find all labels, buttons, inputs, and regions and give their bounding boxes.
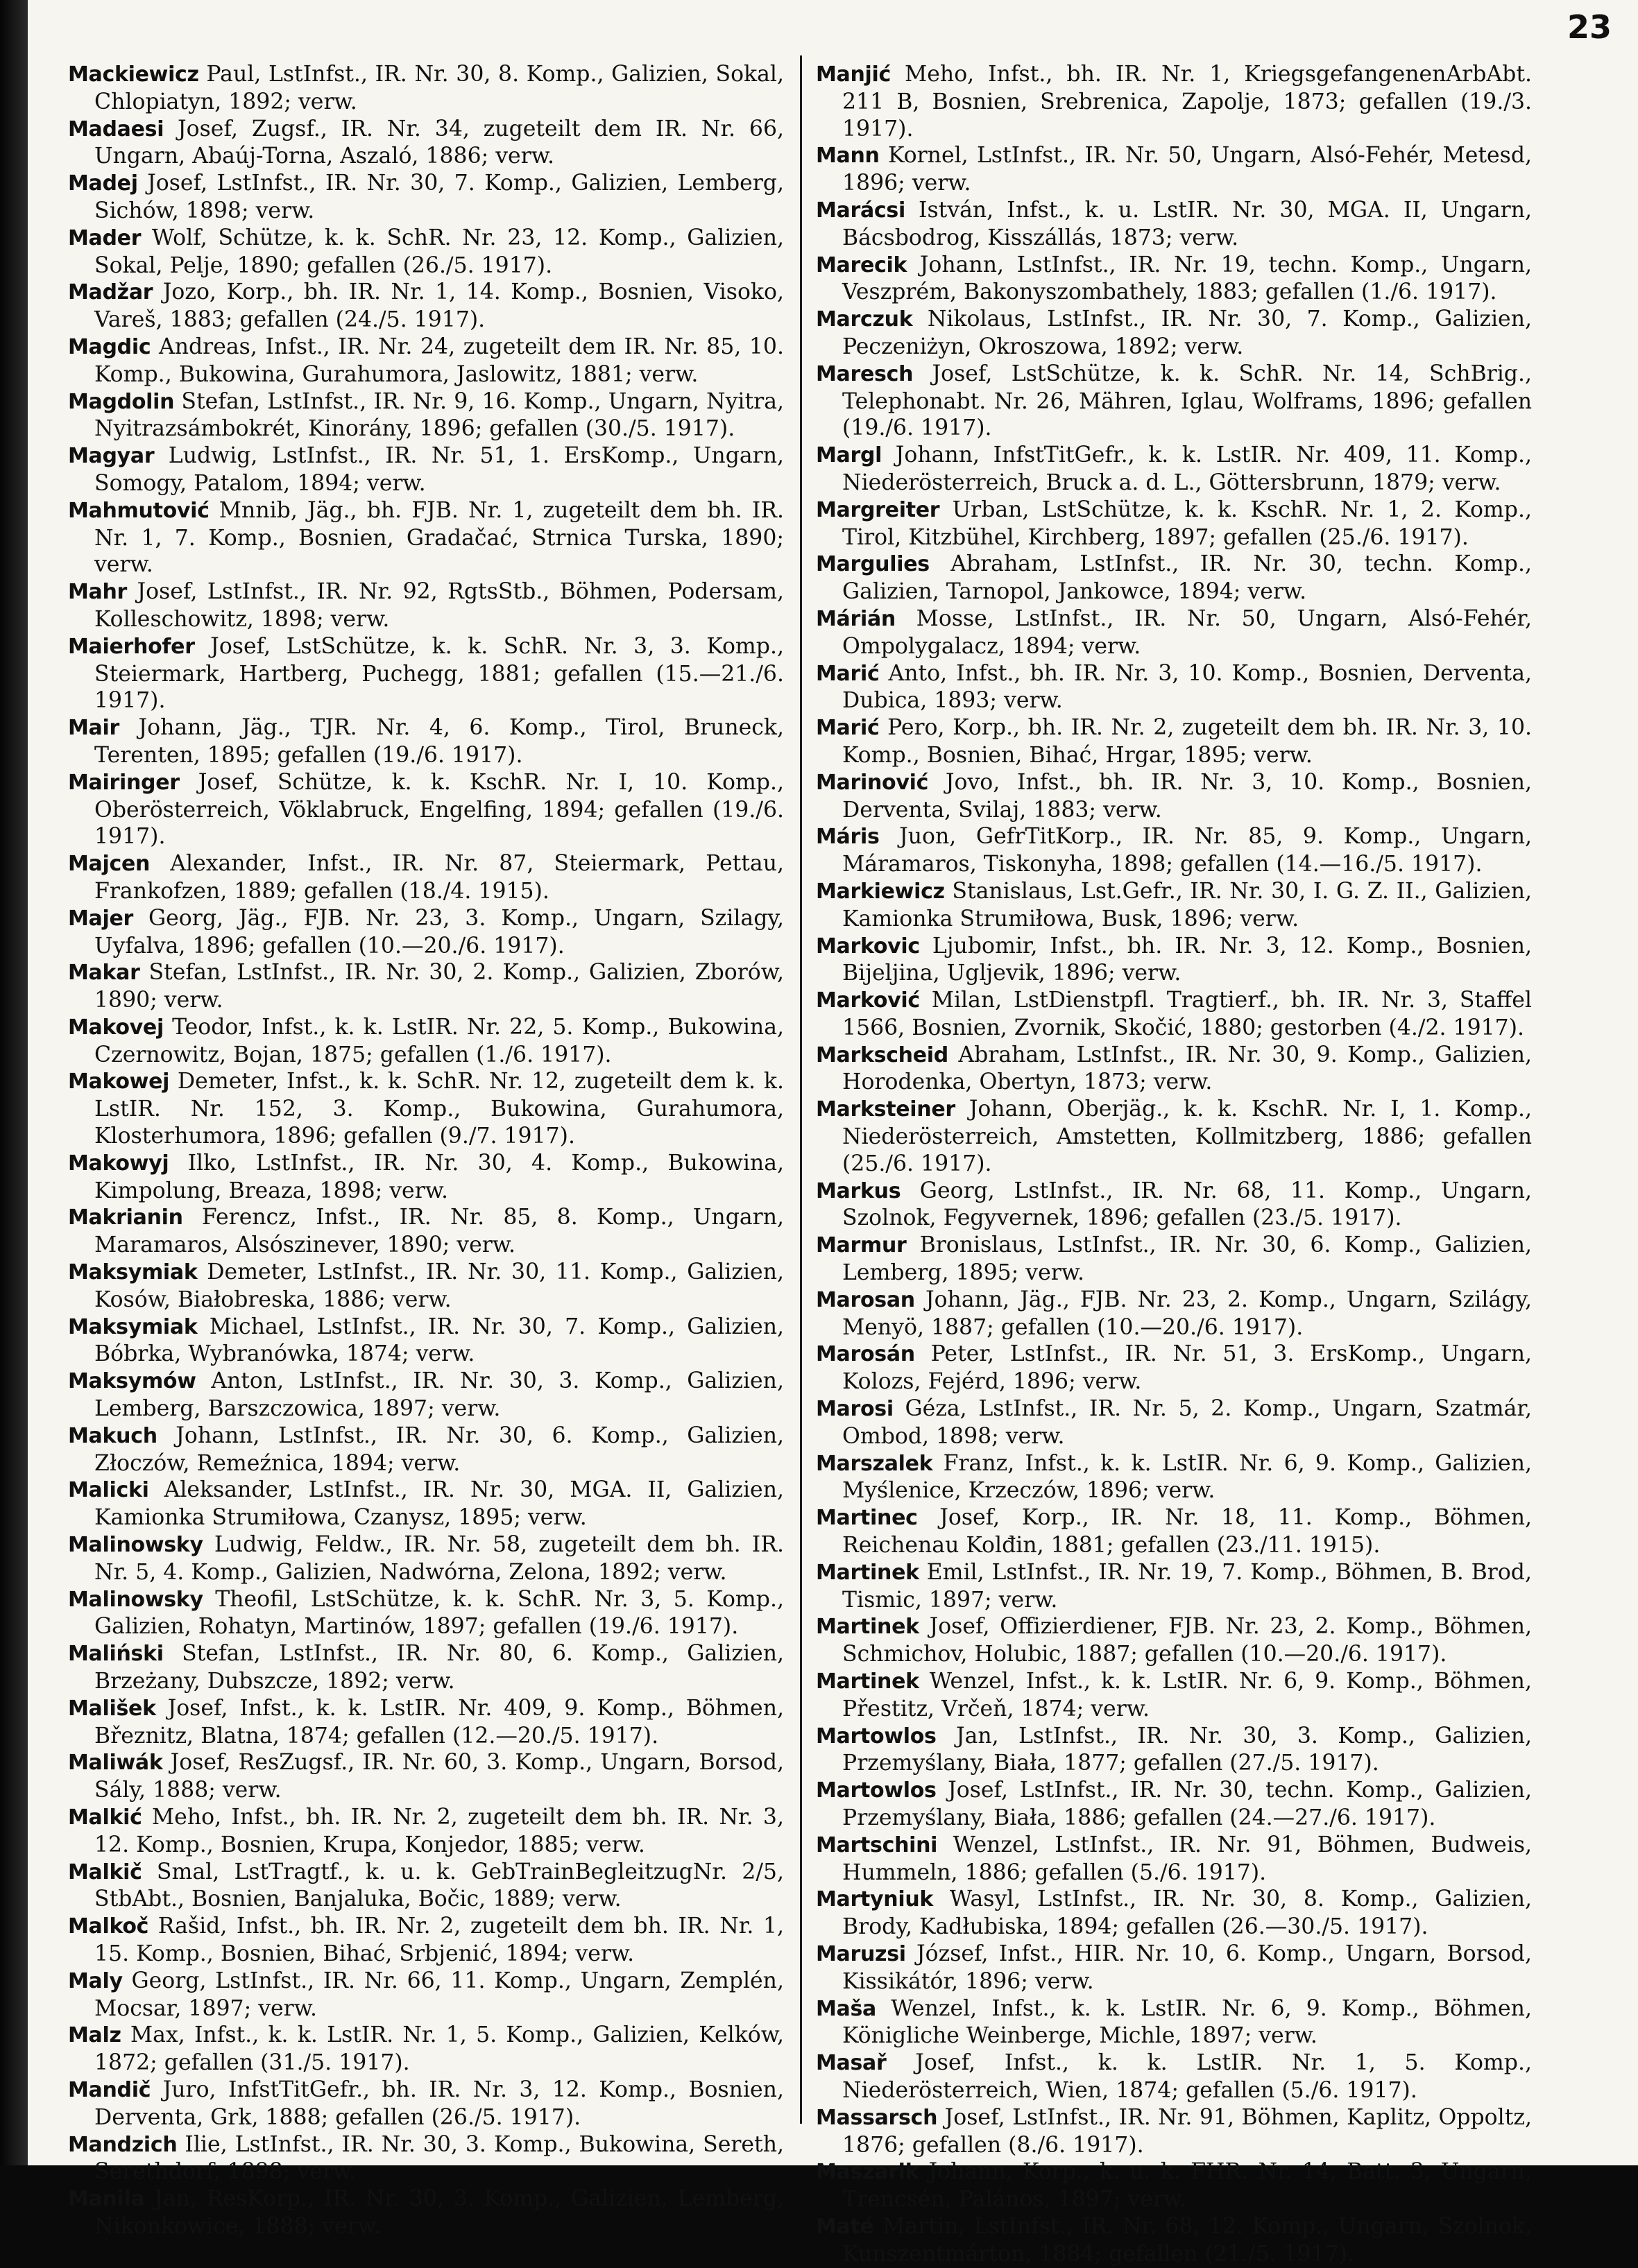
entry-surname: Malinowsky <box>68 1533 203 1558</box>
casualty-entry <box>68 497 784 578</box>
entry-surname: Masař <box>816 2051 887 2076</box>
entry-details: Jovo, Infst., bh. IR. Nr. 3, 10. Komp., Bosnien, Derventa, Svilaj, 1883; verw. <box>842 769 1532 823</box>
entry-details: Emil, LstInfst., IR. Nr. 19, 7. Komp., Böhmen, B. Brod, Tismic, 1897; verw. <box>842 1559 1532 1613</box>
entry-surname: Maly <box>68 1968 123 1993</box>
entry-surname: Maksymiak <box>68 1314 198 1339</box>
entry-details: Géza, LstInfst., IR. Nr. 5, 2. Komp., Ungarn, Szatmár, Ombod, 1898; verw. <box>842 1396 1532 1449</box>
entry-details: Wasyl, LstInfst., IR. Nr. 30, 8. Komp., Galizien, Brody, Kadłubiska, 1894; gefallen (26.—30./5. 1917). <box>842 1887 1532 1940</box>
entry-surname: Marmur <box>816 1233 907 1258</box>
entry-details: Andreas, Infst., IR. Nr. 24, zugeteilt dem IR. Nr. 85, 10. Komp., Bukowina, Gurahumora, Jaslowitz, 1881; verw. <box>94 334 784 387</box>
casualty-entry <box>816 1941 1532 1995</box>
casualty-entry <box>816 2158 1532 2213</box>
casualty-entry <box>68 633 784 714</box>
casualty-entry <box>816 769 1532 824</box>
casualty-entry <box>816 1395 1532 1450</box>
entry-details: Juro, InfstTitGefr., bh. IR. Nr. 3, 12. Komp., Bosnien, Derventa, Grk, 1888; gefallen (26./5. 1917). <box>94 2077 784 2130</box>
casualty-entry <box>68 1586 784 1641</box>
entry-surname: Margl <box>816 443 882 468</box>
casualty-entry <box>68 1014 784 1069</box>
entry-details: Georg, LstInfst., IR. Nr. 66, 11. Komp., Ungarn, Zemplén, Mocsar, 1897; verw. <box>94 1968 784 2021</box>
casualty-entry <box>816 1341 1532 1395</box>
entry-surname: Mackiewicz <box>68 62 199 87</box>
entry-surname: Marosan <box>816 1287 915 1312</box>
entry-details: Josef, Schütze, k. k. KschR. Nr. I, 10. Komp., Oberösterreich, Vöklabruck, Engelfing, 1894; gefallen (19./6. 1917). <box>94 769 784 850</box>
entry-details: Johann, LstInfst., IR. Nr. 30, 6. Komp., Galizien, Złoczów, Remeźnica, 1894; verw. <box>94 1423 784 1476</box>
entry-surname: Markscheid <box>816 1042 948 1067</box>
casualty-entry <box>816 1096 1532 1177</box>
entry-details: Josef, LstInfst., IR. Nr. 30, 7. Komp., Galizien, Lemberg, Sichów, 1898; verw. <box>94 171 784 223</box>
casualty-entry <box>816 142 1532 197</box>
page-number: 23 <box>1567 8 1612 46</box>
entry-surname: Malicki <box>68 1478 149 1503</box>
casualty-entry <box>68 2185 784 2240</box>
entry-details: Johann, Korp., k. u. k. FHR. Nr. 14, Batt. 3, Ungarn, Trencsén, Palános, 1897; verw. <box>842 2159 1532 2213</box>
entry-details: Milan, LstDienstpfl. Tragtierf., bh. IR. Nr. 3, Staffel 1566, Bosnien, Zvornik, Skočić, 1880; gestorben (4./2. 1917). <box>842 988 1532 1040</box>
entry-details: Meho, Infst., bh. IR. Nr. 2, zugeteilt dem bh. IR. Nr. 3, 12. Komp., Bosnien, Krupa, Konjedor, 1885; verw. <box>94 1805 784 1857</box>
casualty-entry <box>816 933 1532 988</box>
entry-details: Ferencz, Infst., IR. Nr. 85, 8. Komp., Ungarn, Maramaros, Alsószinever, 1890; verw. <box>94 1205 784 1258</box>
entry-details: József, Infst., HIR. Nr. 10, 6. Komp., Ungarn, Borsod, Kissikátór, 1896; verw. <box>842 1941 1532 1994</box>
entry-details: Urban, LstSchütze, k. k. KschR. Nr. 1, 2. Komp., Tirol, Kitzbühel, Kirchberg, 1897; gefallen (25./6. 1917). <box>842 497 1532 550</box>
casualty-entry <box>816 1287 1532 1341</box>
entry-surname: Mann <box>816 144 880 169</box>
entry-surname: Marković <box>816 988 920 1013</box>
entry-details: Mnnib, Jäg., bh. FJB. Nr. 1, zugeteilt dem bh. IR. Nr. 1, 7. Komp., Bosnien, Gradačać, Strnica Turska, 1890; verw. <box>94 497 784 578</box>
entry-surname: Martschini <box>816 1832 938 1857</box>
entry-surname: Malkič <box>68 1859 142 1884</box>
casualty-entry <box>68 714 784 769</box>
casualty-entry <box>68 1531 784 1586</box>
entry-details: Demeter, Infst., k. k. SchR. Nr. 12, zugeteilt dem k. k. LstIR. Nr. 152, 3. Komp., Bukowina, Gurahumora, Klosterhumora, 1896; gefallen (9./7. 1917). <box>94 1069 784 1149</box>
entry-surname: Madej <box>68 171 138 196</box>
entry-surname: Martowlos <box>816 1724 937 1749</box>
entry-surname: Margreiter <box>816 497 940 522</box>
right-column <box>816 61 1532 2268</box>
entry-surname: Martinek <box>816 1669 919 1694</box>
casualty-entry <box>68 1314 784 1368</box>
entry-surname: Massarsch <box>816 2105 938 2130</box>
entry-surname: Markovic <box>816 934 920 959</box>
casualty-entry <box>816 1042 1532 1097</box>
entry-surname: Maté <box>816 2214 874 2239</box>
entry-details: Michael, LstInfst., IR. Nr. 30, 7. Komp., Galizien, Bóbrka, Wybranówka, 1874; verw. <box>94 1314 784 1367</box>
entry-surname: Máris <box>816 825 880 850</box>
entry-surname: Malkoč <box>68 1914 149 1939</box>
entry-surname: Maierhofer <box>68 634 195 659</box>
column-divider <box>800 55 802 2124</box>
entry-surname: Martowlos <box>816 1778 937 1803</box>
entry-details: Rašid, Infst., bh. IR. Nr. 2, zugeteilt dem bh. IR. Nr. 1, 15. Komp., Bosnien, Bihać, Srbjenić, 1894; verw. <box>94 1914 784 1966</box>
entry-details: Anto, Infst., bh. IR. Nr. 3, 10. Komp., Bosnien, Derventa, Dubica, 1893; verw. <box>842 660 1532 714</box>
casualty-entry <box>816 197 1532 252</box>
entry-surname: Marosi <box>816 1397 894 1422</box>
casualty-entry <box>816 1504 1532 1559</box>
entry-details: Ilko, LstInfst., IR. Nr. 30, 4. Komp., Bukowina, Kimpolung, Breaza, 1898; verw. <box>94 1150 784 1203</box>
entry-details: Martin, LstInfst., IR. Nr. 68, 12. Komp., Ungarn, Szolnok, Kunszentmárton, 1884; gefallen (21./5. 1917). <box>842 2213 1532 2267</box>
entry-surname: Marácsi <box>816 198 905 223</box>
entry-details: István, Infst., k. u. LstIR. Nr. 30, MGA. II, Ungarn, Bácsbodrog, Kisszállás, 1873; verw. <box>842 197 1532 250</box>
entry-surname: Marosán <box>816 1342 915 1367</box>
entry-details: Georg, LstInfst., IR. Nr. 68, 11. Komp., Ungarn, Szolnok, Fegyvernek, 1896; gefallen (23./5. 1917). <box>842 1178 1532 1231</box>
casualty-entry <box>68 1204 784 1259</box>
casualty-entry <box>816 1777 1532 1832</box>
entry-surname: Mahmutović <box>68 498 210 523</box>
entry-surname: Martinek <box>816 1615 919 1640</box>
entry-surname: Manjić <box>816 62 891 87</box>
casualty-entry <box>816 442 1532 497</box>
casualty-entry <box>68 1423 784 1477</box>
entry-surname: Mandzich <box>68 2132 178 2157</box>
casualty-entry <box>816 1668 1532 1723</box>
entry-details: Teodor, Infst., k. k. LstIR. Nr. 22, 5. Komp., Bukowina, Czernowitz, Bojan, 1875; gefallen (1./6. 1917). <box>94 1014 784 1067</box>
casualty-entry <box>816 1559 1532 1614</box>
entry-surname: Majcen <box>68 852 151 877</box>
casualty-entry <box>816 252 1532 307</box>
casualty-entry <box>816 306 1532 361</box>
entry-surname: Malinowsky <box>68 1587 203 1612</box>
left-column <box>68 61 784 2240</box>
casualty-entry <box>816 1178 1532 1232</box>
casualty-entry <box>816 1613 1532 1668</box>
entry-surname: Mandič <box>68 2077 151 2102</box>
casualty-entry <box>816 2104 1532 2159</box>
entry-details: Aleksander, LstInfst., IR. Nr. 30, MGA. II, Galizien, Kamionka Strumiłowa, Czanysz, 1895; verw. <box>94 1477 784 1531</box>
entry-details: Johann, LstInfst., IR. Nr. 19, techn. Komp., Ungarn, Veszprém, Bakonyszombathely, 1883; gefallen (1./6. 1917). <box>842 252 1532 305</box>
entry-surname: Manila <box>68 2187 145 2212</box>
casualty-entry <box>68 1068 784 1149</box>
entry-surname: Mair <box>68 716 119 741</box>
entry-details: Stefan, LstInfst., IR. Nr. 9, 16. Komp., Ungarn, Nyitra, Nyitrazsámbokrét, Kinorány, 1896; gefallen (30./5. 1917). <box>94 388 784 442</box>
entry-surname: Makrianin <box>68 1205 183 1230</box>
entry-surname: Mališek <box>68 1696 156 1721</box>
entry-details: Johann, InfstTitGefr., k. k. LstIR. Nr. 409, 11. Komp., Niederösterreich, Bruck a. d. L., Göttersbrunn, 1879; verw. <box>842 443 1532 495</box>
casualty-entry <box>816 823 1532 878</box>
casualty-entry <box>68 959 784 1014</box>
casualty-entry <box>68 1749 784 1804</box>
entry-surname: Madžar <box>68 280 153 305</box>
entry-details: Josef, Offizierdiener, FJB. Nr. 23, 2. Komp., Böhmen, Schmichov, Holubic, 1887; gefallen (10.—20./6. 1917). <box>842 1614 1532 1667</box>
entry-details: Josef, Infst., k. k. LstIR. Nr. 409, 9. Komp., Böhmen, Březnitz, Blatna, 1874; gefallen (12.—20./5. 1917). <box>94 1695 784 1749</box>
casualty-entry <box>816 605 1532 660</box>
entry-details: Johann, Oberjäg., k. k. KschR. Nr. I, 1. Komp., Niederösterreich, Amstetten, Kollmitzberg, 1886; gefallen (25./6. 1917). <box>842 1097 1532 1176</box>
casualty-entry <box>68 334 784 388</box>
entry-surname: Malz <box>68 2023 121 2048</box>
entry-details: Stefan, LstInfst., IR. Nr. 30, 2. Komp., Galizien, Zborów, 1890; verw. <box>94 960 784 1013</box>
casualty-entry <box>816 1723 1532 1778</box>
entry-details: Josef, LstInfst., IR. Nr. 92, RgtsStb., Böhmen, Podersam, Kolleschowitz, 1898; verw. <box>94 579 784 632</box>
entry-surname: Magdic <box>68 334 151 359</box>
document-page <box>28 0 1638 2267</box>
entry-surname: Marecik <box>816 252 907 277</box>
entry-details: Josef, LstInfst., IR. Nr. 91, Böhmen, Kaplitz, Oppoltz, 1876; gefallen (8./6. 1917). <box>842 2104 1532 2158</box>
entry-surname: Majer <box>68 906 134 931</box>
casualty-entry <box>68 1640 784 1695</box>
entry-surname: Margulies <box>816 552 930 577</box>
casualty-entry <box>68 1368 784 1423</box>
entry-details: Alexander, Infst., IR. Nr. 87, Steiermark, Pettau, Frankofzen, 1889; gefallen (18./4. 1915). <box>94 851 784 904</box>
entry-details: Bronislaus, LstInfst., IR. Nr. 30, 6. Komp., Galizien, Lemberg, 1895; verw. <box>842 1232 1532 1286</box>
entry-surname: Magyar <box>68 444 155 469</box>
entry-details: Josef, Korp., IR. Nr. 18, 11. Komp., Böhmen, Reichenau Kolđin, 1881; gefallen (23./11. 1915). <box>842 1505 1532 1558</box>
casualty-entry <box>816 987 1532 1042</box>
casualty-entry <box>68 279 784 334</box>
casualty-entry <box>68 1150 784 1205</box>
casualty-entry <box>68 2131 784 2186</box>
entry-surname: Makowej <box>68 1069 170 1094</box>
entry-details: Josef, ResZugsf., IR. Nr. 60, 3. Komp., Ungarn, Borsod, Sály, 1888; verw. <box>94 1750 784 1803</box>
casualty-entry <box>68 578 784 633</box>
entry-details: Josef, Zugsf., IR. Nr. 34, zugeteilt dem IR. Nr. 66, Ungarn, Abaúj-Torna, Aszaló, 1886; verw. <box>94 116 784 169</box>
casualty-entry <box>816 1232 1532 1287</box>
casualty-entry <box>816 660 1532 715</box>
casualty-entry <box>816 1995 1532 2050</box>
entry-details: Josef, Infst., k. k. LstIR. Nr. 1, 5. Komp., Niederösterreich, Wien, 1874; gefallen (5./6. 1917). <box>842 2050 1532 2103</box>
entry-surname: Mahr <box>68 580 128 605</box>
casualty-entry <box>68 1259 784 1314</box>
entry-details: Stefan, LstInfst., IR. Nr. 80, 6. Komp., Galizien, Brzeżany, Dubszcze, 1892; verw. <box>94 1641 784 1694</box>
entry-surname: Markus <box>816 1178 901 1203</box>
scan-border <box>0 0 28 2165</box>
entry-surname: Mairinger <box>68 770 180 795</box>
entry-details: Jozo, Korp., bh. IR. Nr. 1, 14. Komp., Bosnien, Visoko, Vareš, 1883; gefallen (24./5. 1917). <box>94 280 784 333</box>
entry-details: Stanislaus, Lst.Gefr., IR. Nr. 30, I. G. Z. II., Galizien, Kamionka Strumiłowa, Busk, 1896; verw. <box>842 878 1532 931</box>
entry-details: Meho, Infst., bh. IR. Nr. 1, KriegsgefangenenArbAbt. 211 B, Bosnien, Srebrenica, Zapolje, 1873; gefallen (19./3. 1917). <box>842 62 1532 141</box>
entry-surname: Maksymów <box>68 1369 196 1394</box>
entry-surname: Marksteiner <box>816 1097 955 1122</box>
casualty-entry <box>68 388 784 443</box>
entry-details: Kornel, LstInfst., IR. Nr. 50, Ungarn, Alsó-Fehér, Metesd, 1896; verw. <box>842 143 1532 196</box>
entry-details: Wenzel, Infst., k. k. LstIR. Nr. 6, 9. Komp., Böhmen, Přestitz, Vrčeň, 1874; verw. <box>842 1669 1532 1721</box>
entry-details: Demeter, LstInfst., IR. Nr. 30, 11. Komp., Galizien, Kosów, Białobreska, 1886; verw. <box>94 1260 784 1312</box>
casualty-entry <box>816 2050 1532 2104</box>
casualty-entry <box>68 1477 784 1531</box>
entry-surname: Malkić <box>68 1805 142 1830</box>
entry-details: Smal, LstTragtf., k. u. k. GebTrainBegleitzugNr. 2/5, StbAbt., Bosnien, Banjaluka, Bočic, 1889; verw. <box>94 1859 784 1912</box>
casualty-entry <box>68 769 784 850</box>
casualty-entry <box>68 905 784 960</box>
entry-surname: Marczuk <box>816 307 913 332</box>
entry-details: Theofil, LstSchütze, k. k. SchR. Nr. 3, 5. Komp., Galizien, Rohatyn, Martinów, 1897; gefallen (19./6. 1917). <box>94 1586 784 1640</box>
entry-details: Johann, Jäg., TJR. Nr. 4, 6. Komp., Tirol, Bruneck, Terenten, 1895; gefallen (19./6. 1917). <box>94 715 784 768</box>
entry-surname: Makuch <box>68 1423 157 1448</box>
entry-details: Josef, LstInfst., IR. Nr. 30, techn. Komp., Galizien, Przemyślany, Biała, 1886; gefallen (24.—27./6. 1917). <box>842 1778 1532 1830</box>
entry-surname: Marić <box>816 716 880 741</box>
casualty-entry <box>68 1804 784 1859</box>
casualty-entry <box>816 2213 1532 2268</box>
casualty-entry <box>68 443 784 497</box>
entry-surname: Makar <box>68 961 140 986</box>
casualty-entry <box>68 2077 784 2131</box>
entry-details: Abraham, LstInfst., IR. Nr. 30, techn. Komp., Galizien, Tarnopol, Jankowce, 1894; verw. <box>842 551 1532 605</box>
casualty-entry <box>68 2022 784 2077</box>
casualty-entry <box>816 551 1532 605</box>
entry-surname: Mader <box>68 225 142 250</box>
entry-details: Paul, LstInfst., IR. Nr. 30, 8. Komp., Galizien, Sokal, Chlopiatyn, 1892; verw. <box>94 62 784 114</box>
entry-surname: Magdolin <box>68 389 175 414</box>
entry-surname: Maruzsi <box>816 1941 906 1966</box>
entry-surname: Marić <box>816 661 880 686</box>
casualty-entry <box>816 878 1532 933</box>
entry-surname: Maksymiak <box>68 1260 198 1285</box>
entry-details: Josef, LstSchütze, k. k. SchR. Nr. 3, 3. Komp., Steiermark, Hartberg, Puchegg, 1881; gefallen (15.—21./6. 1917). <box>94 633 784 714</box>
entry-details: Anton, LstInfst., IR. Nr. 30, 3. Komp., Galizien, Lemberg, Barszczowica, 1897; verw. <box>94 1368 784 1422</box>
casualty-entry <box>68 1968 784 2022</box>
entry-surname: Makovej <box>68 1015 164 1040</box>
entry-details: Pero, Korp., bh. IR. Nr. 2, zugeteilt dem bh. IR. Nr. 3, 10. Komp., Bosnien, Bihać, Hrgar, 1895; verw. <box>842 715 1532 768</box>
casualty-entry <box>816 1450 1532 1505</box>
casualty-entry <box>68 1859 784 1914</box>
entry-surname: Makowyj <box>68 1151 169 1176</box>
entry-surname: Maresch <box>816 361 914 386</box>
casualty-entry <box>68 61 784 116</box>
entry-surname: Martinek <box>816 1560 919 1585</box>
entry-details: Ljubomir, Infst., bh. IR. Nr. 3, 12. Komp., Bosnien, Bijeljina, Ugljevik, 1896; verw. <box>842 933 1532 986</box>
entry-details: Abraham, LstInfst., IR. Nr. 30, 9. Komp., Galizien, Horodenka, Obertyn, 1873; verw. <box>842 1042 1532 1095</box>
casualty-entry <box>68 225 784 280</box>
entry-surname: Madaesi <box>68 117 164 141</box>
casualty-entry <box>816 1886 1532 1941</box>
entry-details: Jan, ResKorp., IR. Nr. 30, 3. Komp., Galizien, Lemberg, Nikonkowice, 1888; verw. <box>94 2186 784 2239</box>
entry-surname: Maliwák <box>68 1751 163 1776</box>
entry-details: Juon, GefrTitKorp., IR. Nr. 85, 9. Komp., Ungarn, Máramaros, Tiskonyha, 1898; gefallen (14.—16./5. 1917). <box>842 824 1532 877</box>
entry-details: Ludwig, Feldw., IR. Nr. 58, zugeteilt dem bh. IR. Nr. 5, 4. Komp., Galizien, Nadwórna, Zelona, 1892; verw. <box>94 1532 784 1585</box>
entry-details: Jan, LstInfst., IR. Nr. 30, 3. Komp., Galizien, Przemyślany, Biała, 1877; gefallen (27./5. 1917). <box>842 1723 1532 1776</box>
casualty-entry <box>68 170 784 225</box>
entry-details: Ilie, LstInfst., IR. Nr. 30, 3. Komp., Bukowina, Sereth, Serethdorf, 1898; verw. <box>94 2131 784 2185</box>
entry-surname: Marinović <box>816 770 929 795</box>
entry-surname: Maszarik <box>816 2160 919 2185</box>
entry-details: Wenzel, Infst., k. k. LstIR. Nr. 6, 9. Komp., Böhmen, Königliche Weinberge, Michle, 1897; verw. <box>842 1995 1532 2049</box>
entry-details: Peter, LstInfst., IR. Nr. 51, 3. ErsKomp., Ungarn, Kolozs, Fejérd, 1896; verw. <box>842 1341 1532 1395</box>
casualty-entry <box>68 116 784 171</box>
entry-details: Johann, Jäg., FJB. Nr. 23, 2. Komp., Ungarn, Szilágy, Menyö, 1887; gefallen (10.—20./6. 1917). <box>842 1287 1532 1340</box>
entry-details: Franz, Infst., k. k. LstIR. Nr. 6, 9. Komp., Galizien, Myślenice, Krzeczów, 1896; verw. <box>842 1450 1532 1504</box>
entry-surname: Martyniuk <box>816 1887 934 1912</box>
casualty-entry <box>816 714 1532 769</box>
entry-surname: Maliński <box>68 1642 164 1667</box>
casualty-entry <box>68 1695 784 1750</box>
casualty-entry <box>816 497 1532 551</box>
casualty-entry <box>816 361 1532 442</box>
casualty-entry <box>816 1832 1532 1887</box>
entry-details: Wenzel, LstInfst., IR. Nr. 91, Böhmen, Budweis, Hummeln, 1886; gefallen (5./6. 1917). <box>842 1832 1532 1885</box>
entry-surname: Maša <box>816 1996 876 2021</box>
entry-surname: Markiewicz <box>816 879 945 904</box>
entry-surname: Márián <box>816 606 896 631</box>
entry-details: Mosse, LstInfst., IR. Nr. 50, Ungarn, Alsó-Fehér, Ompolygalacz, 1894; verw. <box>842 605 1532 659</box>
entry-surname: Martinec <box>816 1506 918 1531</box>
casualty-entry <box>68 1913 784 1968</box>
entry-surname: Marszalek <box>816 1451 933 1476</box>
entry-details: Georg, Jäg., FJB. Nr. 23, 3. Komp., Ungarn, Szilagy, Uyfalva, 1896; gefallen (10.—20./6. 1917). <box>94 905 784 959</box>
casualty-entry <box>68 850 784 905</box>
entry-details: Wolf, Schütze, k. k. SchR. Nr. 23, 12. Komp., Galizien, Sokal, Pelje, 1890; gefallen (26./5. 1917). <box>94 225 784 278</box>
entry-details: Max, Infst., k. k. LstIR. Nr. 1, 5. Komp., Galizien, Kelków, 1872; gefallen (31./5. 1917). <box>94 2022 784 2076</box>
entry-details: Nikolaus, LstInfst., IR. Nr. 30, 7. Komp., Galizien, Peczeniżyn, Okroszowa, 1892; verw. <box>842 307 1532 359</box>
entry-details: Josef, LstSchütze, k. k. SchR. Nr. 14, SchBrig., Telephonabt. Nr. 26, Mähren, Iglau, Wolframs, 1896; gefallen (19./6. 1917). <box>842 361 1532 441</box>
entry-details: Ludwig, LstInfst., IR. Nr. 51, 1. ErsKomp., Ungarn, Somogy, Patalom, 1894; verw. <box>94 443 784 496</box>
casualty-entry <box>816 61 1532 142</box>
